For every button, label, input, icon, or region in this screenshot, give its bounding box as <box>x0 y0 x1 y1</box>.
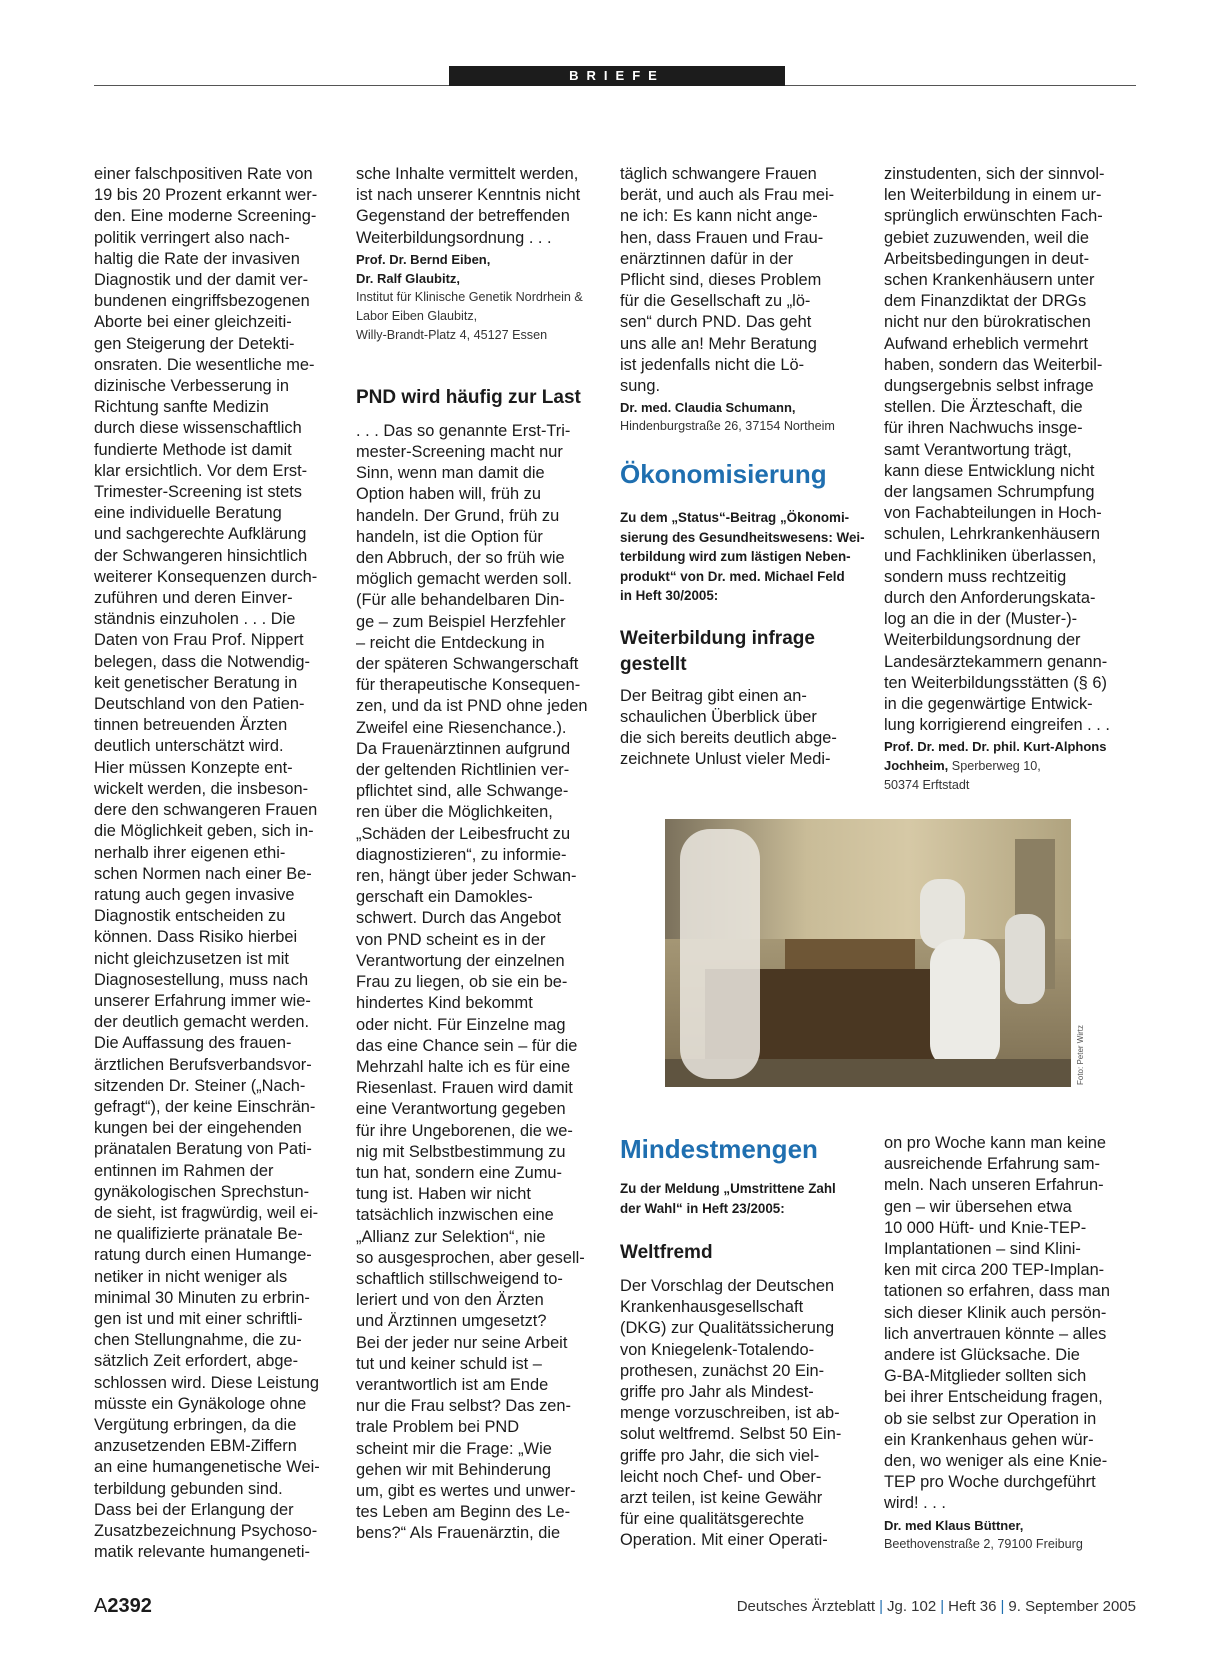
journal-info: Deutsches Ärzteblatt | Jg. 102 | Heft 36 | 9. September 2005 <box>736 1598 1136 1615</box>
section-title: Mindestmengen <box>620 1134 818 1164</box>
page-footer <box>94 1595 1136 1619</box>
signature-name: Dr. Ralf Glaubitz, <box>356 270 461 286</box>
column-4 <box>884 164 1140 795</box>
signature-address: Labor Eiben Glaubitz, <box>356 308 478 323</box>
column-1 <box>94 164 344 1563</box>
signature-address: 50374 Erftstadt <box>884 778 970 793</box>
letter-text: zinstudenten, sich der sinnvol- len Weiterbildung in einem ur- sprünglich erwünschten Fach- gebiet zuzuwenden, weil die Arbeitsbedingungen in deut- schen Krankenhäusern unter dem Finanzdiktat der DRGs nicht nur den bürokratischen Aufwand erheblich vermehrt haben, sondern das Weiterbil- dungsergebnis selbst infrage stellen. Die Ärzteschaft, die für ihren Nachwuchs insge- samt Verantwortung trägt, kann diese Entwicklung nicht der langsamen Schrumpfung von Fachabteilungen in Hoch- schulen, Lehrkrankenhäusern und Fachkliniken überlassen, sondern muss rechtzeitig durch den Anforderungskata- log an die in der (Muster-)- Weiterbildungsordnung der Landesärztekammern genann- ten Weiterbildungsstätten (§ 6) in die gegenwärtige Entwick- lung korrigierend eingreifen . . . <box>884 165 1110 735</box>
signature-name: Dr. med Klaus Büttner, <box>884 1517 1024 1533</box>
signature-name: Prof. Dr. med. Dr. phil. Kurt-Alphons <box>884 739 1107 755</box>
signature-address: Sperberweg 10, <box>948 759 1041 774</box>
section-header: BRIEFE <box>449 66 785 86</box>
letter-text: . . . Das so genannte Erst-Tri- mester-Screening macht nur Sinn, wenn man damit die Option haben will, früh zu handeln. Der Grund, früh zu handeln, ist die Option für den Abbruch, der so früh wie möglich gemacht werden soll. (Für alle behandelbaren Din- ge – zum Beispiel Herzfehler – reicht die Entdeckung in der späteren Schwangerschaft für therapeutische Konsequen- zen, und da ist PND ohne jeden Zweifel eine Riesenchance.). Da Frauenärztinnen aufgrund der geltenden Richtlinien ver- pflichtet sind, alle Schwange- ren über die Möglichkeiten, „Schäden der Leibesfrucht zu diagnostizieren“, zu informie- ren, hängt über jeder Schwan- gerschaft ein Damokles- schwert. Durch das Angebot von PND scheint es in der Verantwortung der einzelnen Frau zu liegen, ob sie ein be- hindertes Kind bekommt oder nicht. Für Einzelne mag das eine Chance sein – für die Mehrzahl halte ich es für eine Riesenlast. Frauen wird damit eine Verantwortung gegeben für ihre Ungeborenen, die we- nig mit Selbstbestimmung zu tun hat, sondern eine Zumu- tung ist. Haben wir nicht tatsächlich inzwischen eine „Allianz zur Selektion“, nie so ausgesprochen, aber gesell- schaftlich stillschweigend to- leriert und von den Ärzten und Ärztinnen umgesetzt? Bei der jeder nur seine Arbeit tut und keiner schuld ist – verantwortlich ist am Ende nur die Frau selbst? Das zen- trale Problem bei PND scheint mir die Frage: „Wie gehen wir mit Behinderung um, gibt es wertes und unwer- tes Leben am Beginn des Le- bens?“ Als Frauenärztin, die <box>356 421 588 1543</box>
article-intro: Zu der Meldung „Umstrittene Zahl der Wahl“ in Heft 23/2005: <box>620 1181 836 1216</box>
hospital-photo <box>665 819 1071 1087</box>
article-intro: Zu dem „Status“-Beitrag „Ökonomi- sierung des Gesundheitswesens: Wei- terbildung wird zum lästigen Neben- produkt“ von Dr. med. Michael Feld in Heft 30/2005: <box>620 510 865 604</box>
letter-text: einer falschpositiven Rate von 19 bis 20 Prozent erkannt wer- den. Eine moderne Screening- politik verringert also nach- haltig die Rate der invasiven Diagnostik und der damit ver- bundenen eingriffsbezogenen Aborte bei einer gleichzeiti- gen Steigerung der Detekti- onsraten. Die wesentliche me- dizinische Verbesserung in Richtung sanfte Medizin durch diese wissenschaftlich fundierte Methode ist damit klar ersichtlich. Vor dem Erst- Trimester-Screening ist stets eine individuelle Beratung und sachgerechte Aufklärung der Schwangeren hinsichtlich weiterer Konsequenzen durch- zuführen und deren Einver- ständnis einzuholen . . . Die Daten von Frau Prof. Nippert belegen, dass die Notwendig- keit genetischer Beratung in Deutschland von den Patien- tinnen betreuenden Ärzten deutlich unterschätzt wird. Hier müssen Konzepte ent- wickelt werden, die insbeson- dere den schwangeren Frauen die Möglichkeit geben, sich in- nerhalb ihrer eigenen ethi- schen Normen nach einer Be- ratung auch gegen invasive Diagnostik entscheiden zu können. Dass Risiko hierbei nicht gleichzusetzen ist mit Diagnosestellung, muss nach unserer Erfahrung immer wie- der deutlich gemacht werden. Die Auffassung des frauen- ärztlichen Berufsverbandsvor- sitzenden Dr. Steiner („Nach- gefragt“), der keine Einschrän- kungen bei der eingehenden pränatalen Beratung von Pati- entinnen im Rahmen der gynäkologischen Sprechstun- de sieht, ist fragwürdig, weil ei- ne qualifizierte pränatale Be- ratung durch einen Humange- netiker in nicht weniger als minimal 30 Minuten zu erbrin- gen ist und mit einer schriftli- chen Stellungnahme, die zu- sätzlich Zeit erfordert, abge- schlossen wird. Diese Leistung müsste ein Gynäkologe ohne Vergütung erbringen, da die anzusetzenden EBM-Ziffern an eine humangenetische Wei- terbildung gebunden sind. Dass bei der Erlangung der Zusatzbezeichnung Psychoso- matik relevante humangeneti- <box>94 165 320 1562</box>
issue: Heft 36 <box>948 1598 997 1615</box>
letter-heading: Weiterbildung infrage gestellt <box>620 627 815 675</box>
column-2 <box>356 164 612 1545</box>
signature-address: Willy-Brandt-Platz 4, 45127 Essen <box>356 327 548 342</box>
column-3-bottom <box>620 1133 876 1552</box>
letter-text: täglich schwangere Frauen berät, und auch als Frau mei- ne ich: Es kann nicht ange- hen, dass Frauen und Frau- enärztinnen dafür in der Pflicht sind, dieses Problem für die Gesellschaft zu „lö- sen“ durch PND. Das geht uns alle an! Mehr Beratung ist jedenfalls nicht die Lö- sung. <box>620 165 835 396</box>
signature-address: Institut für Klinische Genetik Nordrhein & <box>356 289 583 304</box>
page-number: A2392 <box>94 1595 152 1617</box>
signature-name: Dr. med. Claudia Schumann, <box>620 400 796 416</box>
column-4-bottom <box>884 1133 1140 1554</box>
letter-heading: PND wird häufig zur Last <box>356 386 581 408</box>
journal-name: Deutsches Ärzteblatt <box>736 1598 876 1615</box>
signature-address: Hindenburgstraße 26, 37154 Northeim <box>620 419 835 434</box>
letter-text: Der Vorschlag der Deutschen Krankenhausgesellschaft (DKG) zur Qualitätssicherung von Kniegelenk-Totalendo- prothesen, zunächst 20 Ein- griffe pro Jahr als Mindest- menge vorzuschreiben, ist ab- solut weltfremd. Selbst 50 Ein- griffe pro Jahr, die sich viel- leicht noch Chef- und Ober- arzt teilen, ist keine Gewähr für eine qualitätsgerechte Operation. Mit einer Operati- <box>620 1277 842 1550</box>
signature-name: Jochheim, Sperberweg 10, <box>884 758 1041 774</box>
volume: Jg. 102 <box>887 1598 937 1615</box>
letter-heading: Weltfremd <box>620 1242 713 1263</box>
column-3 <box>620 164 876 771</box>
section-title: Ökonomisierung <box>620 459 827 490</box>
letter-text: Der Beitrag gibt einen an- schaulichen Überblick über die sich bereits deutlich abge- zeichnete Unlust vieler Medi- <box>620 686 837 769</box>
letter-text: on pro Woche kann man keine ausreichende Erfahrung sam- meln. Nach unseren Erfahrun- gen – wir übersehen etwa 10 000 Hüft- und Knie-TEP- Implantationen – sind Klini- ken mit circa 200 TEP-Implan- tationen so erfahren, dass man sich dieser Klinik auch persön- lich anvertrauen könnte – alles andere ist Glücksache. Die G-BA-Mitglieder sollten sich bei ihrer Entscheidung fragen, ob sie selbst zur Operation in ein Krankenhaus gehen wür- den, wo weniger als eine Knie- TEP pro Woche durchgeführt wird! . . . <box>884 1134 1110 1513</box>
signature-name: Prof. Dr. Bernd Eiben, <box>356 251 491 267</box>
date: 9. September 2005 <box>1008 1598 1136 1615</box>
photo-credit: Foto: Peter Wirtz <box>1076 1024 1085 1085</box>
signature-address: Beethovenstraße 2, 79100 Freiburg <box>884 1536 1083 1551</box>
letter-text: sche Inhalte vermittelt werden, ist nach unserer Kenntnis nicht Gegenstand der betreffenden Weiterbildungsordnung . . . <box>356 165 581 247</box>
